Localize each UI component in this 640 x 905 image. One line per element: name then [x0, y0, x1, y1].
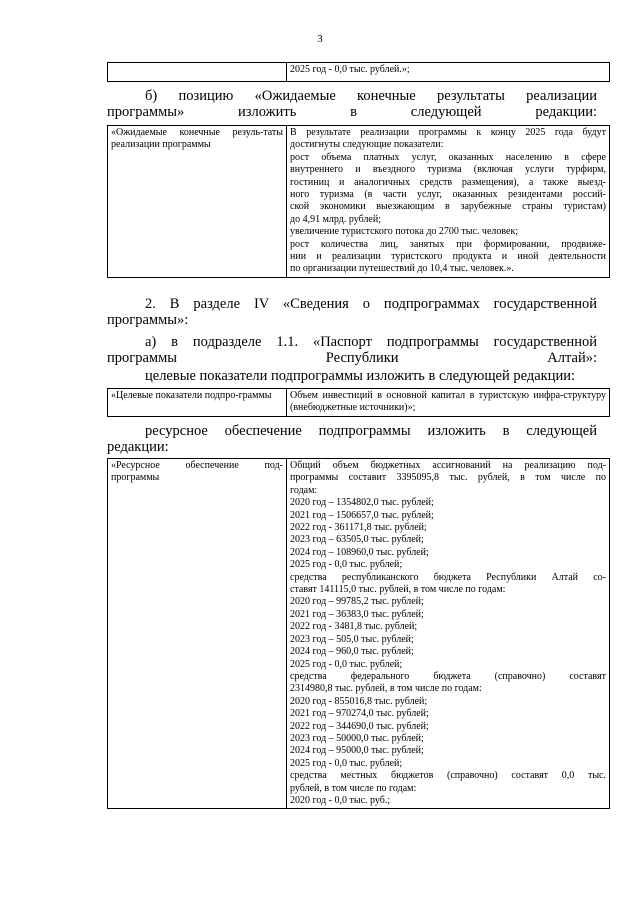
continuation-left-cell [108, 63, 287, 82]
resources-line: ставят 141115,0 тыс. рублей, в том числе по годам: [290, 584, 506, 596]
resources-line: годам: [290, 484, 318, 496]
expected-line: ской экономики выезжающим в зарубежные страны туристам) [290, 201, 606, 213]
paragraph-2-line2: программы»: [107, 312, 189, 328]
resources-line: 2023 год – 50000,0 тыс. рублей; [290, 732, 424, 744]
expected-results-table [107, 125, 610, 278]
resources-content [287, 459, 610, 809]
resources-line: средства местных бюджетов (справочно) составят 0,0 тыс. [290, 770, 606, 782]
targets-label: «Целевые показатели подпро-граммы [108, 389, 287, 417]
paragraph-resources-line1: ресурсное обеспечение подпрограммы изложить в следующей [145, 423, 597, 439]
continuation-table [107, 62, 610, 82]
resources-line: 2020 год - 855016,8 тыс. рублей; [290, 695, 428, 707]
resources-line: 2021 год – 36383,0 тыс. рублей; [290, 608, 424, 620]
resources-line: 2021 год – 1506657,0 тыс. рублей; [290, 509, 434, 521]
paragraph-a-line1: а) в подразделе 1.1. «Паспорт подпрограммы государственной [145, 334, 597, 350]
targets-content: Объем инвестиций в основной капитал в туристскую инфра-структуру (внебюджетные источники)»; [287, 389, 610, 417]
expected-line: до 4,91 млрд. рублей; [290, 213, 381, 225]
targets-table [107, 388, 610, 417]
resources-line: 2020 год - 0,0 тыс. руб.; [290, 794, 391, 806]
paragraph-b-line1: б) позицию «Ожидаемые конечные результаты реализации [145, 88, 597, 104]
paragraph-b-line2: программы» изложить в следующей редакции: [107, 104, 597, 120]
resources-line: 2024 год – 960,0 тыс. рублей; [290, 646, 414, 658]
resources-line: Общий объем бюджетных ассигнований на реализацию под- [290, 460, 606, 471]
paragraph-a-line2: программы Республики Алтай»: [107, 350, 597, 366]
resources-line: 2021 год – 970274,0 тыс. рублей; [290, 708, 429, 720]
paragraph-targets-line: целевые показатели подпрограммы изложить в следующей редакции: [145, 368, 576, 384]
resources-line: 2022 год - 3481,8 тыс. рублей; [290, 621, 418, 633]
resources-line: 2022 год - 361171,8 тыс. рублей; [290, 522, 427, 534]
paragraph-targets [107, 368, 597, 384]
paragraph-resources-line2: редакции: [107, 439, 169, 455]
paragraph-2 [107, 296, 597, 328]
resources-line: программы составит 3395095,8 тыс. рублей, в том числе по [290, 472, 606, 484]
resources-line: 2022 год – 344690,0 тыс. рублей; [290, 720, 429, 732]
expected-line: по организации путешествий до 10,4 тыс. человек.». [290, 263, 514, 275]
resources-table [107, 458, 610, 809]
expected-line: нии и реализации туристского продукта и иной деятельности [290, 251, 606, 263]
paragraph-b [107, 88, 597, 120]
paragraph-a [107, 334, 597, 366]
expected-results-label: «Ожидаемые конечные резуль-таты реализации программы [108, 126, 287, 278]
resources-line: 2024 год – 108960,0 тыс. рублей; [290, 546, 429, 558]
resources-line: 2023 год – 63505,0 тыс. рублей; [290, 534, 424, 546]
resources-line: средства федерального бюджета (справочно) составят [290, 670, 606, 682]
resources-line: 2020 год – 99785,2 тыс. рублей; [290, 596, 424, 608]
continuation-right-cell: 2025 год - 0,0 тыс. рублей.»; [287, 63, 610, 82]
expected-line: достигнуты следующие показатели: [290, 139, 444, 151]
expected-line: рост количества лиц, занятых при формировании, продвиже- [290, 238, 606, 250]
resources-line: рублей, в том числе по годам: [290, 782, 417, 794]
resources-line: 2025 год - 0,0 тыс. рублей; [290, 757, 403, 769]
resources-line: 2025 год - 0,0 тыс. рублей; [290, 559, 403, 571]
resources-line: 2020 год – 1354802,0 тыс. рублей; [290, 497, 434, 509]
expected-results-content [287, 126, 610, 278]
expected-line: гостиниц и аналогичных средств размещения), а также выезд- [290, 176, 606, 188]
resources-line: средства республиканского бюджета Республики Алтай со- [290, 571, 606, 583]
expected-line: ного туризма (в части услуг, оказанных резидентами россий- [290, 189, 606, 201]
resources-line: 2023 год – 505,0 тыс. рублей; [290, 633, 414, 645]
resources-line: 2025 год - 0,0 тыс. рублей; [290, 658, 403, 670]
expected-line: внутреннего и въездного туризма (включая услуги турфирм, [290, 164, 606, 176]
expected-line: В результате реализации программы к концу 2025 года будут [290, 127, 606, 138]
resources-line: 2024 год – 95000,0 тыс. рублей; [290, 745, 424, 757]
resources-line: 2314980,8 тыс. рублей, в том числе по годам: [290, 683, 482, 695]
expected-line: рост объема платных услуг, оказанных населению в сфере [290, 151, 606, 163]
paragraph-2-line1: 2. В разделе IV «Сведения о подпрограммах государственной [145, 296, 597, 312]
paragraph-resources [107, 423, 597, 455]
resources-label: «Ресурсное обеспечение под-программы [108, 459, 287, 809]
expected-line: увеличение туристского потока до 2700 тыс. человек; [290, 226, 519, 238]
page-number: 3 [317, 33, 323, 45]
